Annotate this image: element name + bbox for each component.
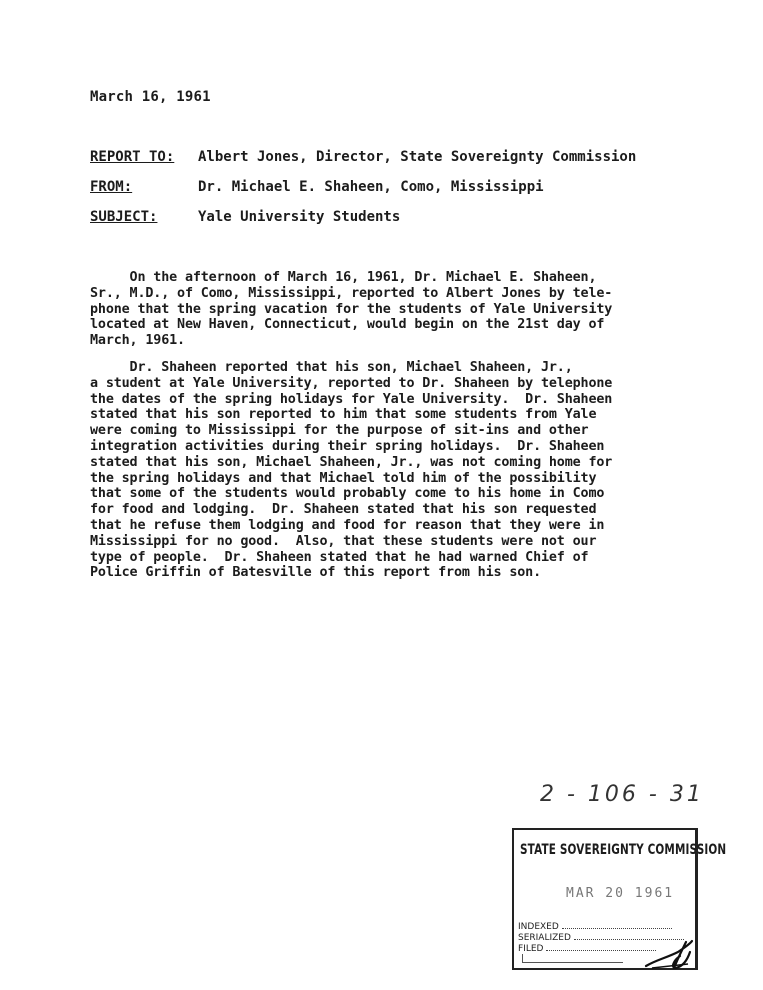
stamp-title: STATE SOVEREIGNTY COMMISSION (520, 842, 727, 858)
stamp-field-line (546, 942, 656, 951)
report-to-row (90, 149, 636, 165)
stamp-bottom-box (522, 954, 623, 963)
from-value: Dr. Michael E. Shaheen, Como, Mississippi (198, 179, 544, 195)
subject-value: Yale University Students (198, 209, 401, 225)
stamp-field-label: SERIALIZED (518, 933, 571, 943)
subject-label: SUBJECT: (90, 209, 158, 225)
from-row (90, 179, 544, 195)
body-paragraph: Dr. Shaheen reported that his son, Michael Shaheen, Jr., a student at Yale University, reported to Dr. Shaheen by telephone the dates of the spring holidays for Yale University. Dr. Shaheen stated that his son reported to him that some students from Yale were coming to Mississippi for the purpose of sit-ins and other integration activities during their spring holidays. Dr. Shaheen stated that his son, Michael Shaheen, Jr., was not coming home for the spring holidays and that Michael told him of the possibility that some of the students would probably come to his home in Como for food and lodging. Dr. Shaheen stated that his son requested that he refuse them lodging and food for reason that they were in Mississippi for no good. Also, that these students were not our type of people. Dr. Shaheen stated that he had warned Chief of Police Griffin of Batesville of this report from his son. (90, 360, 613, 581)
signature-mark (644, 938, 696, 972)
commission-stamp (512, 828, 727, 970)
stamp-field-line (562, 920, 672, 929)
document-date: March 16, 1961 (90, 89, 211, 105)
stamp-date: MAR 20 1961 (566, 886, 675, 901)
body-paragraph: On the afternoon of March 16, 1961, Dr. Michael E. Shaheen, Sr., M.D., of Como, Mississippi, reported to Albert Jones by tele- phone that the spring vacation for the students of Yale University located at New Haven, Connecticut, would begin on the 21st day of March, 1961. (90, 270, 613, 349)
stamp-field-label: INDEXED (518, 922, 559, 932)
subject-row (90, 209, 400, 225)
stamp-field-label: FILED (518, 944, 544, 954)
stamp-field-filed (518, 942, 656, 954)
report-to-value: Albert Jones, Director, State Sovereignty Commission (198, 149, 637, 165)
file-number-handwritten: 2 - 106 - 31 (540, 782, 704, 807)
report-to-label: REPORT TO: (90, 149, 175, 165)
from-label: FROM: (90, 179, 133, 195)
